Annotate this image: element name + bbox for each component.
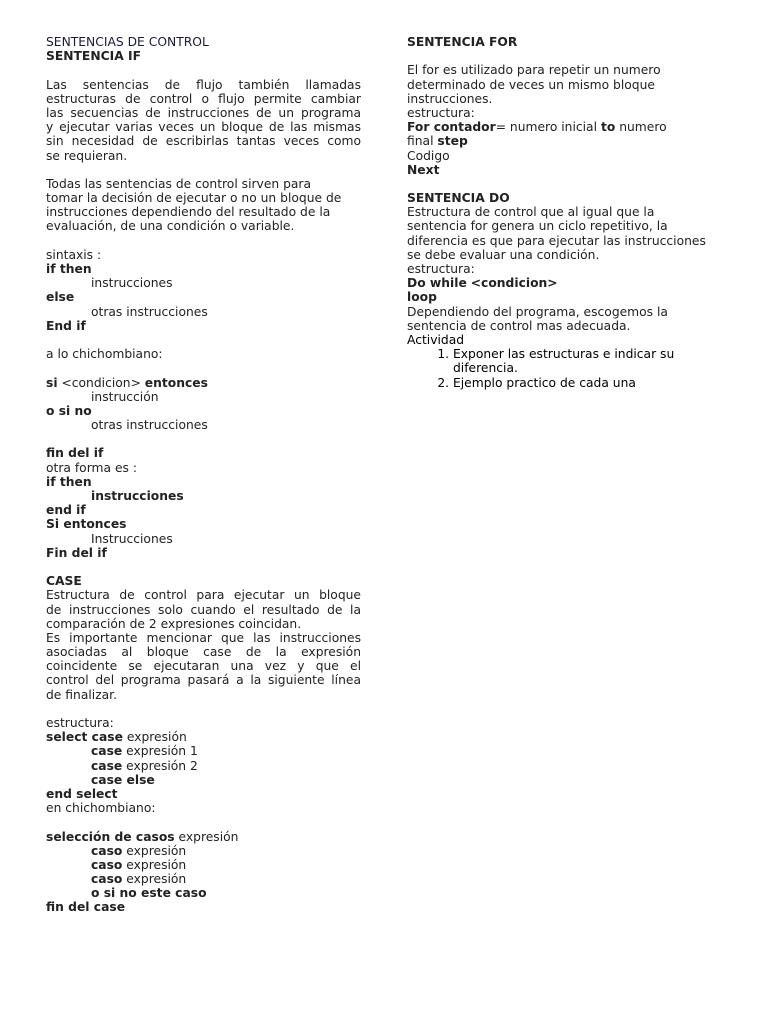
paragraph-line: Es importante mencionar que las instrucciones — [46, 630, 361, 645]
paragraph-line: determinado de veces un mismo bloque — [407, 77, 655, 92]
paragraph-line: las secuencias de instrucciones de un programa — [46, 105, 361, 120]
if-intro-paragraph — [46, 78, 361, 163]
code-keyword: fin del case — [46, 900, 126, 915]
paragraph-line: y ejecutar varias veces un bloque de las mismas — [46, 120, 361, 135]
code-line — [46, 830, 361, 844]
paragraph-line: sentencia for genera un ciclo repetitivo, la — [407, 219, 668, 234]
section-label: otra forma es : — [46, 460, 137, 475]
code-text: expresión — [126, 872, 187, 887]
paragraph-line: Las sentencias de flujo también llamadas — [46, 77, 361, 92]
section-label: en chichombiano: — [46, 801, 156, 816]
paragraph-line: asociadas al bloque case de la expresión — [46, 645, 361, 660]
closing-paragraph — [407, 305, 725, 333]
paragraph-line: control del programa pasará a la siguiente línea — [46, 673, 361, 688]
code-text: expresión 1 — [126, 744, 198, 759]
code-keyword: caso — [91, 872, 123, 887]
list-item: 2. Ejemplo practico de cada una — [453, 376, 725, 390]
activity-list — [407, 347, 725, 390]
structure-label: estructura: — [46, 716, 114, 730]
code-keyword: o si no este caso — [91, 886, 207, 901]
code-text: expresión — [178, 829, 239, 844]
code-keyword: case — [91, 744, 123, 759]
for-paragraph — [407, 63, 725, 106]
structure-label: estructura: — [407, 105, 475, 120]
case-heading: CASE — [46, 574, 82, 589]
paragraph-line: se requieran. — [46, 148, 128, 163]
activity-label: Actividad — [407, 332, 465, 347]
code-text: = numero inicial — [495, 120, 598, 135]
code-keyword: si — [46, 375, 58, 390]
code-keyword: if then — [46, 262, 92, 276]
code-keyword: selección de casos — [46, 829, 175, 844]
code-text: expresión — [126, 843, 187, 858]
paragraph-line: se debe evaluar una condición. — [407, 247, 600, 262]
code-line — [407, 134, 725, 148]
code-keyword: end if — [46, 503, 86, 518]
code-keyword: loop — [407, 290, 437, 305]
code-line — [407, 120, 725, 134]
code-line: instrucción — [91, 389, 159, 404]
code-line — [46, 844, 361, 858]
code-line — [46, 376, 361, 390]
code-line: Instrucciones — [91, 531, 173, 546]
section-label: a lo chichombiano: — [46, 347, 163, 362]
case-note-paragraph — [46, 631, 361, 702]
code-keyword: if then — [46, 474, 92, 489]
paragraph-line: instrucciones. — [407, 91, 493, 106]
code-text: expresión 2 — [126, 758, 198, 773]
code-line: otras instrucciones — [91, 304, 208, 319]
structure-label: estructura: — [407, 262, 475, 276]
code-keyword: entonces — [144, 375, 208, 390]
paragraph-line: El for es utilizado para repetir un numero — [407, 63, 661, 78]
do-paragraph — [407, 205, 725, 262]
code-line: instrucciones — [91, 489, 184, 503]
paragraph-line: Estructura de control que al igual que la — [407, 205, 655, 220]
code-keyword: case — [91, 758, 123, 773]
paragraph-line: estructuras de control o flujo permite cambiar — [46, 91, 361, 106]
code-placeholder: <condicion> — [61, 375, 141, 390]
paragraph-line: instrucciones dependiendo del resultado de la — [46, 205, 331, 220]
left-column — [46, 35, 361, 915]
right-column — [407, 35, 725, 390]
do-heading: SENTENCIA DO — [407, 191, 510, 206]
document-title: SENTENCIAS DE CONTROL — [46, 35, 209, 49]
code-line — [407, 276, 725, 290]
code-keyword: fin del if — [46, 446, 104, 461]
code-keyword: select case — [46, 730, 123, 745]
code-keyword: o si no — [46, 403, 92, 418]
code-line: Codigo — [407, 148, 450, 163]
paragraph-line: comparación de 2 expresiones coincidan. — [46, 616, 302, 631]
for-heading: SENTENCIA FOR — [407, 35, 518, 49]
paragraph-line: Estructura de control para ejecutar un bloque — [46, 588, 361, 603]
code-line — [46, 744, 361, 758]
syntax-label: sintaxis : — [46, 247, 102, 262]
code-keyword: step — [437, 134, 468, 149]
code-line — [46, 730, 361, 744]
code-text: numero — [619, 120, 667, 135]
paragraph-line: de finalizar. — [46, 687, 118, 702]
paragraph-line: tomar la decisión de ejecutar o no un bloque de — [46, 191, 342, 206]
paragraph-line: de instrucciones solo cuando el resultado de la — [46, 602, 361, 617]
control-intro-paragraph — [46, 177, 361, 234]
code-keyword: End if — [46, 318, 86, 333]
code-line — [46, 858, 361, 872]
paragraph-line: sentencia de control mas adecuada. — [407, 318, 631, 333]
paragraph-line: Todas las sentencias de control sirven para — [46, 176, 312, 191]
case-paragraph — [46, 588, 361, 631]
code-keyword: caso — [91, 843, 123, 858]
code-line: instrucciones — [91, 276, 173, 291]
list-item: 1. Exponer las estructuras e indicar su diferencia. — [453, 347, 725, 375]
code-keyword: to — [600, 120, 616, 135]
paragraph-line: diferencia es que para ejecutar las instrucciones — [407, 233, 706, 248]
code-text: expresión — [126, 857, 187, 872]
paragraph-line: evaluación, de una condición o variable. — [46, 219, 295, 234]
paragraph-line: coincidente se ejecutaran una vez y que el — [46, 659, 361, 674]
paragraph-line: sin necesidad de escribirlas tantas veces como — [46, 134, 361, 149]
paragraph-line: Dependiendo del programa, escogemos la — [407, 304, 668, 319]
code-line: otras instrucciones — [91, 418, 208, 433]
code-line — [46, 872, 361, 886]
code-keyword: else — [46, 290, 75, 305]
code-text: final — [407, 134, 434, 149]
code-line — [46, 759, 361, 773]
code-keyword: end select — [46, 786, 118, 801]
if-heading: SENTENCIA IF — [46, 49, 142, 64]
code-keyword: caso — [91, 857, 123, 872]
code-text: expresión — [126, 730, 187, 745]
code-placeholder: <condicion> — [470, 276, 558, 291]
code-keyword: For contador — [407, 120, 496, 135]
code-keyword: Do while — [407, 276, 467, 291]
code-keyword: Si entonces — [46, 517, 127, 532]
code-keyword: Fin del if — [46, 545, 107, 560]
code-keyword: Next — [407, 162, 440, 177]
code-keyword: case else — [91, 772, 155, 787]
